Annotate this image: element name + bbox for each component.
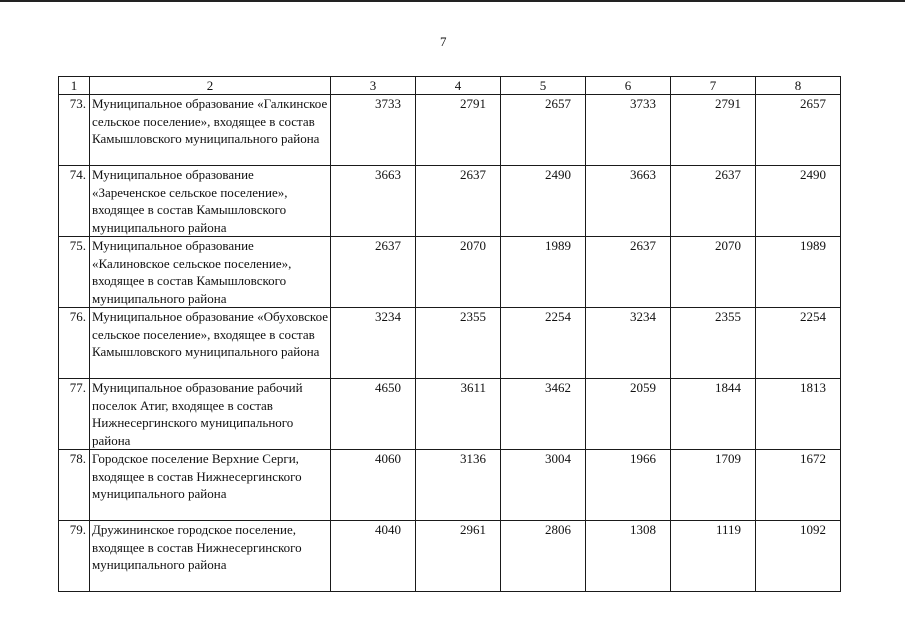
cell-value: 3733 [331,95,416,166]
row-number: 74. [59,166,90,237]
cell-value: 2657 [501,95,586,166]
row-number: 76. [59,308,90,379]
page-top-border [0,0,905,2]
cell-value: 1966 [586,450,671,521]
column-header: 2 [90,77,331,95]
column-header: 6 [586,77,671,95]
cell-value: 2254 [501,308,586,379]
cell-value: 1308 [586,521,671,592]
cell-value: 2657 [756,95,841,166]
municipality-name: Городское поселение Верхние Серги, входящее в состав Нижнесергинского муниципального района [90,450,331,521]
row-number: 77. [59,379,90,450]
data-table [58,76,841,592]
cell-value: 1709 [671,450,756,521]
municipality-name: Муниципальное образование «Калиновское сельское поселение», входящее в состав Камышловского муниципального района [90,237,331,308]
cell-value: 2637 [416,166,501,237]
cell-value: 1989 [756,237,841,308]
cell-value: 1844 [671,379,756,450]
cell-value: 3136 [416,450,501,521]
cell-value: 2254 [756,308,841,379]
column-header: 7 [671,77,756,95]
table-row [59,95,841,166]
cell-value: 2637 [671,166,756,237]
municipality-name: Муниципальное образование «Зареченское сельское поселение», входящее в состав Камышловского муниципального района [90,166,331,237]
column-header: 4 [416,77,501,95]
cell-value: 2806 [501,521,586,592]
cell-value: 2791 [671,95,756,166]
row-number: 73. [59,95,90,166]
cell-value: 1092 [756,521,841,592]
cell-value: 2791 [416,95,501,166]
cell-value: 3733 [586,95,671,166]
table-row [59,450,841,521]
table-row [59,308,841,379]
table-row [59,521,841,592]
cell-value: 4040 [331,521,416,592]
column-header: 1 [59,77,90,95]
municipality-name: Муниципальное образование рабочий поселок Атиг, входящее в состав Нижнесергинского муниципального района [90,379,331,450]
table-row [59,379,841,450]
cell-value: 2059 [586,379,671,450]
cell-value: 2070 [416,237,501,308]
cell-value: 2490 [756,166,841,237]
cell-value: 4650 [331,379,416,450]
cell-value: 3234 [586,308,671,379]
cell-value: 1119 [671,521,756,592]
municipality-name: Дружининское городское поселение, входящее в состав Нижнесергинского муниципального района [90,521,331,592]
cell-value: 2355 [416,308,501,379]
column-header: 8 [756,77,841,95]
cell-value: 2637 [331,237,416,308]
table-row [59,237,841,308]
cell-value: 2490 [501,166,586,237]
column-header: 5 [501,77,586,95]
cell-value: 3663 [586,166,671,237]
cell-value: 3663 [331,166,416,237]
cell-value: 4060 [331,450,416,521]
cell-value: 3462 [501,379,586,450]
cell-value: 2355 [671,308,756,379]
page-number: 7 [440,34,447,49]
cell-value: 1989 [501,237,586,308]
row-number: 78. [59,450,90,521]
cell-value: 2637 [586,237,671,308]
cell-value: 3611 [416,379,501,450]
column-header: 3 [331,77,416,95]
table-header-row [59,77,841,95]
row-number: 75. [59,237,90,308]
municipality-name: Муниципальное образование «Галкинское сельское поселение», входящее в состав Камышловского муниципального района [90,95,331,166]
cell-value: 2961 [416,521,501,592]
cell-value: 3004 [501,450,586,521]
municipality-name: Муниципальное образование «Обуховское сельское поселение», входящее в состав Камышловского муниципального района [90,308,331,379]
row-number: 79. [59,521,90,592]
cell-value: 1813 [756,379,841,450]
cell-value: 2070 [671,237,756,308]
cell-value: 1672 [756,450,841,521]
table-row [59,166,841,237]
cell-value: 3234 [331,308,416,379]
